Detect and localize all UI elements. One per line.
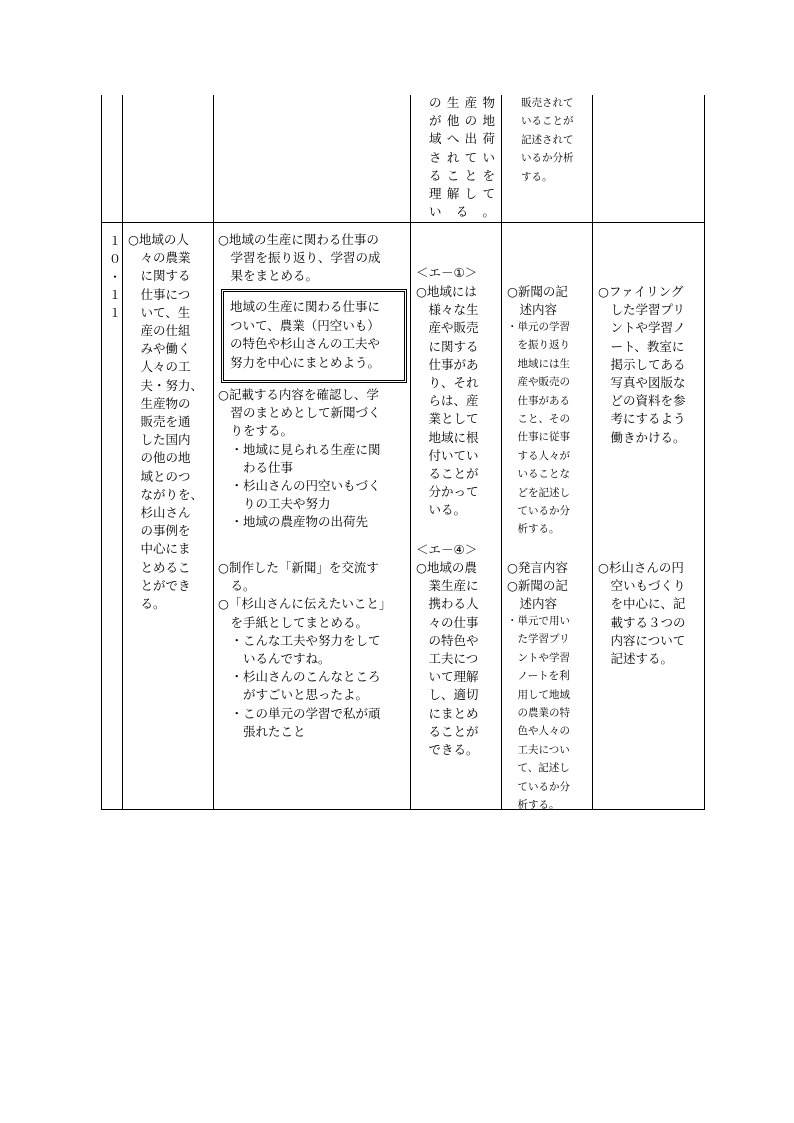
text-line: した学習プリ (598, 302, 686, 318)
method-heading-1 (507, 283, 591, 319)
text-line: 働きかける。 (598, 429, 686, 445)
text-line: ○地域の農 (416, 560, 477, 575)
text-line: 人々の工 (128, 359, 191, 375)
text-line: 工夫につ (416, 651, 479, 667)
text-line: 様々な生 (416, 302, 479, 318)
learning-task-text (230, 298, 380, 372)
text-line: 々の仕事 (416, 614, 479, 630)
text-line: 写真や図版な (598, 375, 686, 391)
text-line: した国内 (128, 432, 191, 448)
hours-char: １ (108, 234, 121, 248)
activity-newspaper (218, 386, 408, 532)
text-line: とめるこ (128, 559, 191, 575)
text-line: 付いてい (416, 447, 479, 463)
text-line: ○ファイリング (598, 284, 684, 299)
text-line: りをする。 (218, 423, 294, 439)
text-line: る。 (128, 596, 166, 612)
text-line: 仕事につ (128, 286, 191, 302)
activity-intro (218, 231, 408, 286)
text-line: ○新聞の記 (507, 578, 568, 594)
text-line: らは、産 (416, 393, 479, 409)
text-line: ・地域の農産物の出荷先 (218, 514, 369, 530)
text-line: ることが (416, 466, 479, 482)
evaluation-criterion-2 (416, 559, 498, 759)
text-line: 学習を振り返り、学習の成 (218, 250, 381, 266)
text-line: 域へ出荷 (429, 131, 495, 147)
table-border-right (704, 95, 705, 810)
text-line: の他の地 (128, 450, 191, 466)
text-line: 仕事がある (507, 394, 570, 407)
text-line: ○発言内容 (507, 560, 568, 575)
column-rule-5 (592, 95, 593, 810)
text-line: を手紙としてまとめる。 (218, 614, 369, 630)
text-line: 述内容 (507, 302, 558, 318)
text-line: た学習プリ (507, 633, 570, 646)
text-line: ントや学習 (507, 651, 570, 664)
aim-text (128, 231, 210, 613)
method-detail-2 (507, 612, 591, 814)
text-line: する人々が (507, 449, 570, 462)
text-line: 理解して (429, 186, 495, 202)
text-line: 域とのつ (128, 468, 191, 484)
text-line: 色や人々の (507, 725, 570, 738)
text-line: 販売を通 (128, 414, 191, 430)
text-line: ・この単元の学習で私が頑 (218, 705, 381, 721)
text-line: いることな (507, 468, 570, 481)
text-line: みや働く (128, 341, 191, 357)
text-line: いるんですね。 (218, 651, 331, 667)
text-line: わる仕事 (218, 459, 294, 475)
text-line: ・単元で用い (507, 615, 570, 627)
text-line: の事例を (128, 523, 191, 539)
text-line: にまとめ (416, 705, 479, 721)
text-line: ・杉山さんの円空いもづく (218, 478, 381, 494)
hours-char: ・ (108, 270, 121, 284)
text-line: りの工夫や努力 (218, 496, 331, 512)
text-line: 記述する。 (598, 651, 674, 667)
text-line: ・杉山さんのこんなところ (218, 669, 381, 685)
text-line: の生産物 (429, 95, 495, 110)
text-line: がすごいと思ったよ。 (218, 687, 369, 703)
activity-exchange-letter (218, 559, 408, 741)
text-line: 産や販売 (416, 320, 479, 336)
method-heading-2 (507, 559, 591, 614)
text-line: ○記載する内容を確認し、学 (218, 387, 379, 402)
text-line: いる。 (429, 204, 495, 220)
text-line: 地域の生産に関わる仕事に (230, 299, 381, 314)
text-line: いて理解 (416, 669, 479, 685)
text-line: 記述されて (521, 133, 574, 146)
text-line: を振り返り (507, 339, 570, 352)
evaluation-criterion-1 (416, 283, 498, 520)
text-line: できる。 (416, 742, 479, 758)
text-line: 仕事があ (416, 356, 479, 372)
text-line: いるか分析 (521, 152, 574, 165)
text-line: 空いもづくり (598, 578, 686, 594)
text-line: 生産物の (128, 395, 191, 411)
text-line: 杉山さん (128, 505, 191, 521)
text-line: 載する３つの (598, 614, 686, 630)
text-line: 携わる人 (416, 596, 479, 612)
top-row-evaluation-text (429, 94, 495, 221)
text-line: 努力を中心にまとめよう。 (230, 354, 381, 370)
evaluation-label-1: ＜エ－①＞ (416, 265, 478, 280)
text-line: 仕事に従事 (507, 431, 570, 444)
text-line: ントや学習ノ (598, 320, 686, 336)
text-line: の特色や杉山さんの工夫や (230, 336, 381, 351)
text-line: ○杉山さんの円 (598, 560, 684, 575)
text-line: いて、生 (128, 304, 191, 320)
text-line: ることが (416, 723, 479, 739)
text-line: 果をまとめる。 (218, 268, 319, 284)
text-line: り、それ (416, 375, 479, 391)
text-line: どの資料を参 (598, 393, 686, 409)
text-line: ○地域には (416, 284, 477, 299)
text-line: ○「杉山さんに伝えたいこと」 (218, 596, 392, 612)
text-line: 用して地域 (507, 688, 570, 701)
text-line: 販売されて (521, 97, 574, 109)
text-line: ○新聞の記 (507, 284, 568, 299)
text-line: の特色や (416, 632, 479, 648)
text-line: ノートを利 (507, 670, 570, 683)
support-note-2 (598, 559, 702, 668)
text-line: ・地域に見られる生産に関 (218, 441, 381, 457)
column-rule-1 (122, 95, 123, 810)
text-line: 業として (416, 411, 479, 427)
text-line: 中心にま (128, 541, 191, 557)
text-line: いることが (521, 115, 574, 128)
text-line: ・単元の学習 (507, 321, 570, 333)
text-line: されてい (429, 149, 495, 165)
text-line: 夫・努力、 (128, 377, 204, 393)
text-line: 地域には生 (507, 357, 570, 370)
text-line: ついて、農業（円空いも） (230, 317, 380, 333)
hours-char: １ (108, 306, 121, 320)
text-line: いる。 (416, 502, 467, 518)
column-rule-4 (501, 95, 502, 810)
text-line: する。 (521, 170, 553, 183)
learning-task-box (221, 289, 407, 383)
text-line: に関する (128, 268, 191, 284)
text-line: こと、その (507, 413, 570, 426)
text-line: 業生産に (416, 578, 479, 594)
hours-char: ０ (108, 252, 121, 266)
table-border-bottom (101, 809, 705, 810)
text-line: 述内容 (507, 596, 558, 612)
text-line: を中心に、記 (598, 596, 686, 612)
column-rule-3 (410, 95, 411, 810)
hours-column (108, 232, 122, 322)
row-divider (101, 222, 705, 223)
text-line: ○地域の生産に関わる仕事の (218, 232, 379, 247)
text-line: ているか分 (507, 780, 570, 793)
text-line: 工夫につい (507, 743, 570, 756)
evaluation-label-2: ＜エ－④＞ (416, 542, 478, 557)
text-line: どを記述し (507, 486, 570, 499)
text-line: る。 (218, 578, 256, 594)
text-line: 地域に根 (416, 429, 479, 445)
top-row-method-text (521, 94, 587, 186)
text-line: の農業の特 (507, 707, 570, 720)
text-line: に関する (416, 338, 479, 354)
text-line: 産の仕組 (128, 323, 191, 339)
text-line: ○地域の人 (128, 232, 189, 247)
method-detail-1 (507, 318, 591, 539)
text-line: ながりを、 (128, 486, 204, 502)
text-line: 内容について (598, 632, 686, 648)
text-line: とができ (128, 577, 191, 593)
support-note-1 (598, 283, 702, 447)
text-line: 々の農業 (128, 250, 191, 266)
text-line: 産や販売の (507, 376, 570, 389)
table-border-left (101, 95, 102, 810)
text-line: 張れたこと (218, 723, 306, 739)
text-line: 析する。 (507, 799, 560, 812)
text-line: ・こんな工夫や努力をして (218, 632, 381, 648)
text-line: が他の地 (429, 113, 495, 129)
column-rule-2 (213, 95, 214, 810)
text-line: ているか分 (507, 505, 570, 518)
text-line: 考にするよう (598, 411, 686, 427)
text-line: ○制作した「新聞」を交流す (218, 560, 379, 575)
text-line: し、適切 (416, 687, 479, 703)
text-line: て、記述し (507, 762, 570, 775)
text-line: ート、教室に (598, 338, 685, 354)
text-line: 分かって (416, 484, 479, 500)
text-line: 習のまとめとして新聞づく (218, 405, 381, 421)
text-line: 掲示してある (598, 356, 686, 372)
text-line: 析する。 (507, 523, 560, 536)
hours-char: １ (108, 288, 121, 302)
text-line: ることを (429, 167, 495, 183)
